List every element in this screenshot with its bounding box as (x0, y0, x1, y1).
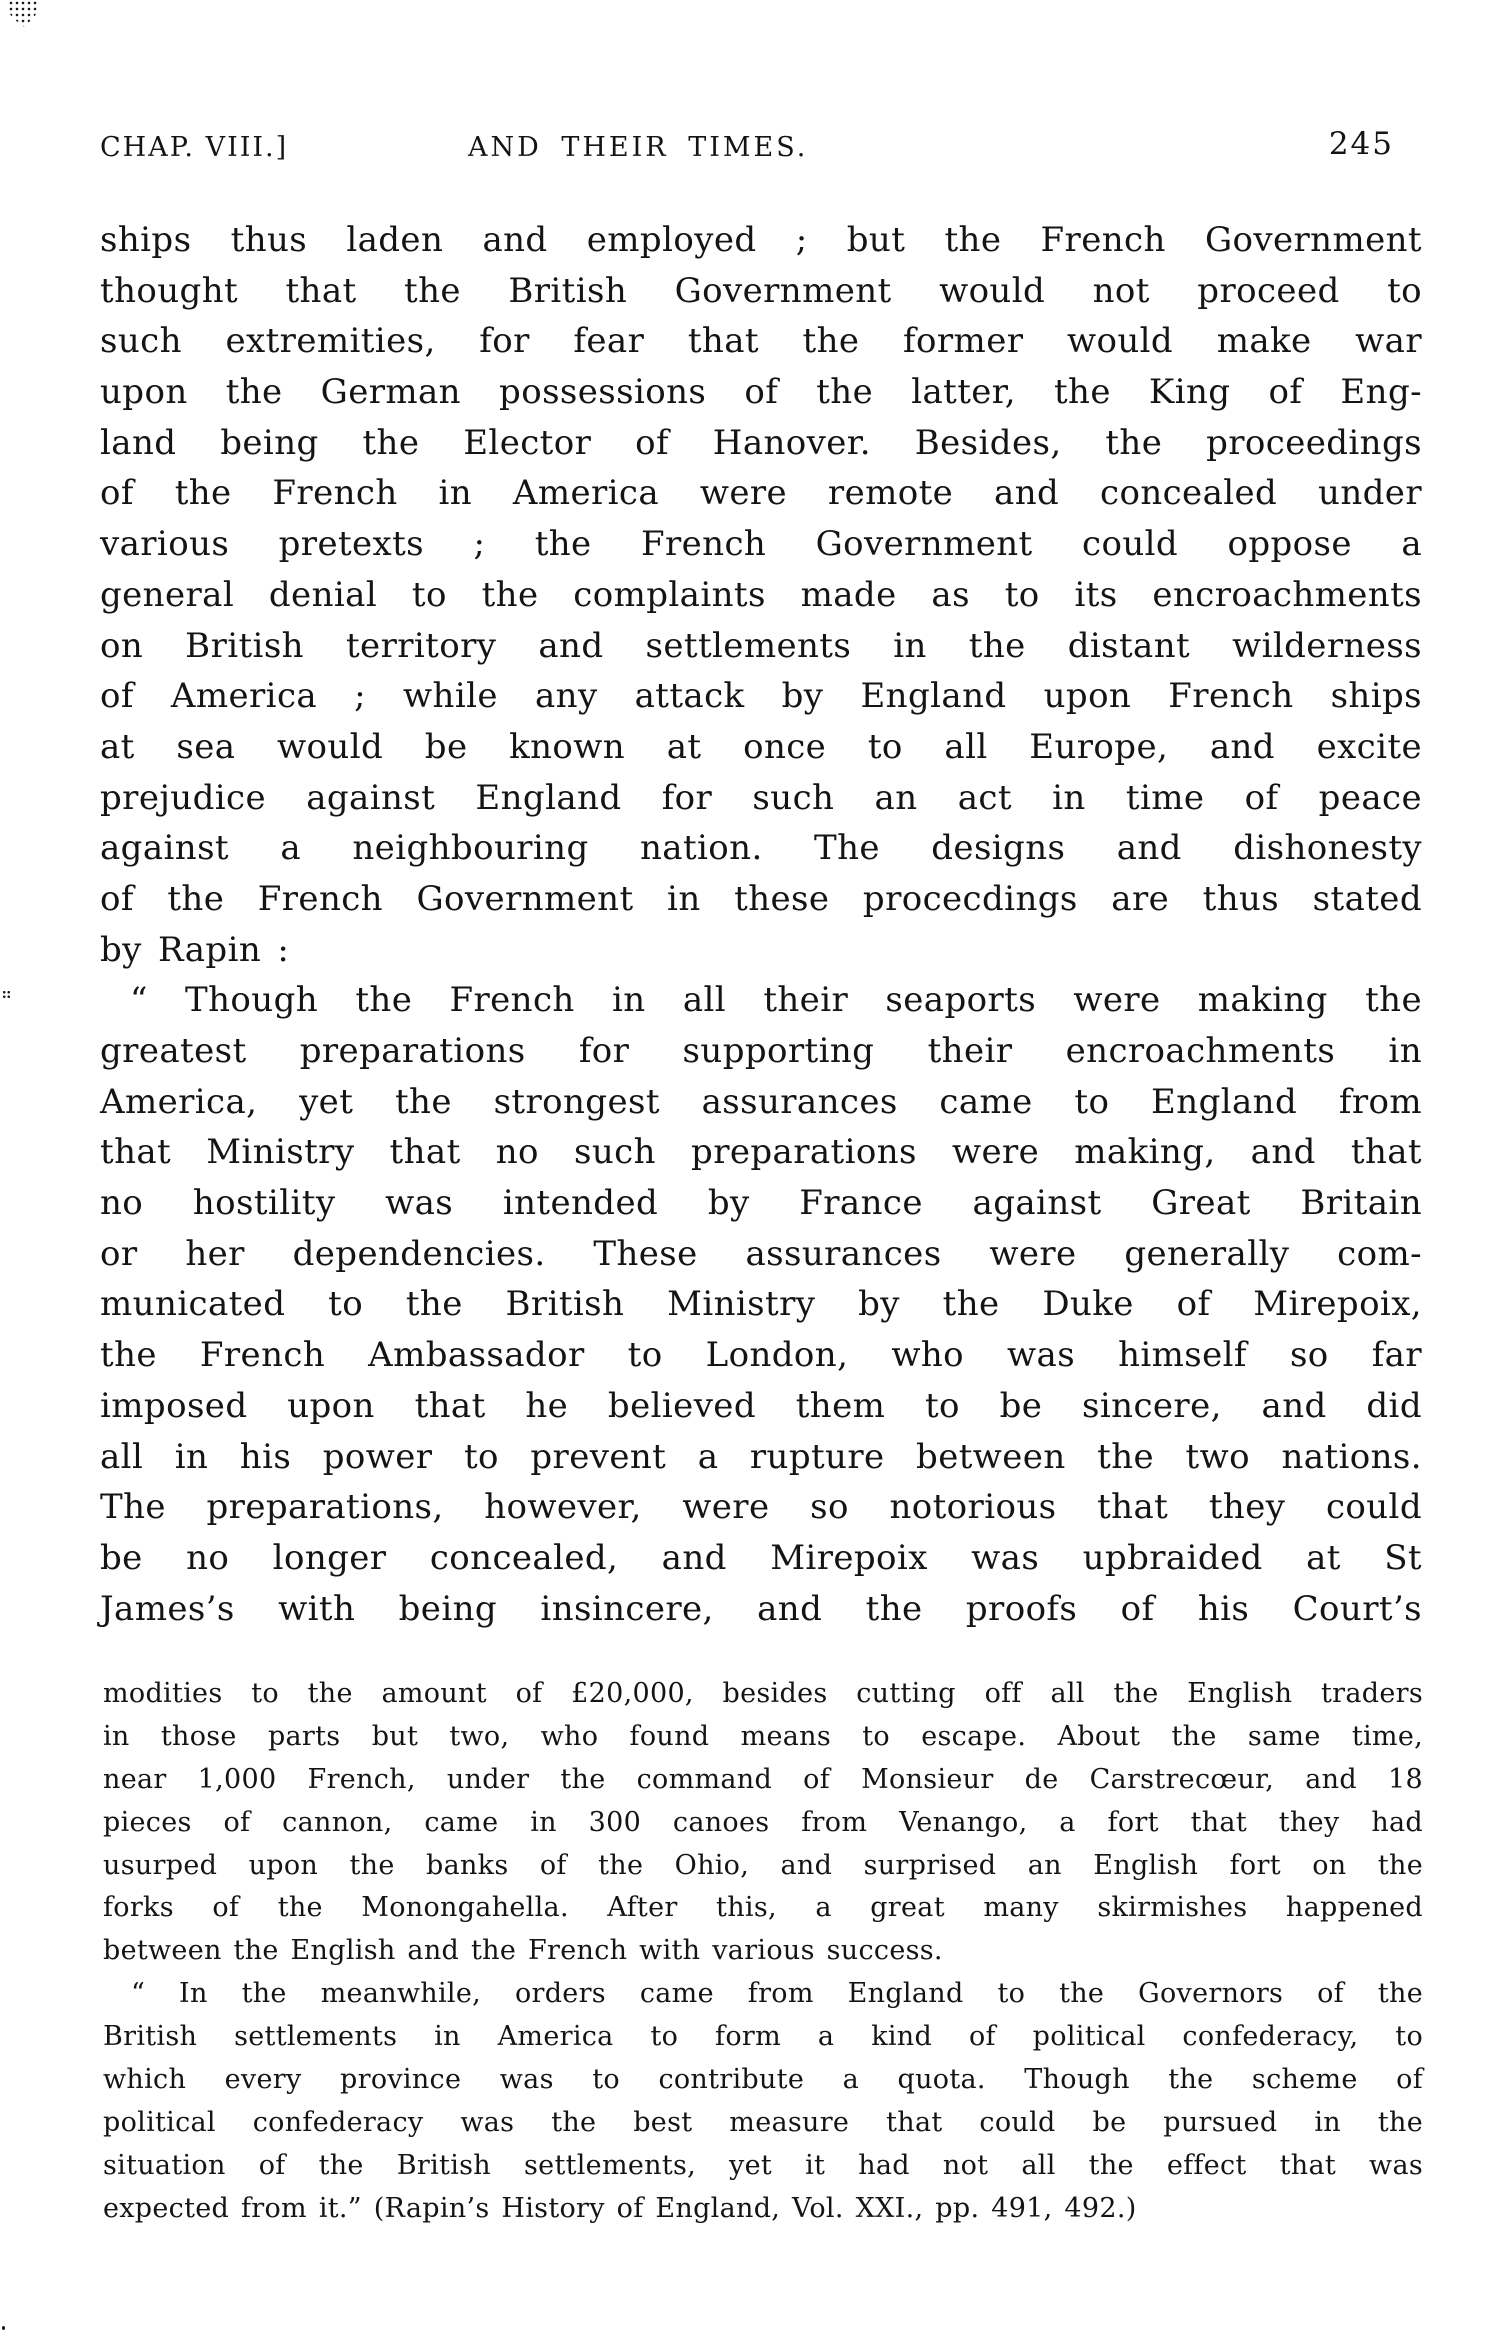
scan-artifact-margin-speck (2, 990, 11, 999)
text-line: “ Though the French in all their seaports were making the (130, 980, 1422, 1021)
text-line: which every province was to contribute a quota. Though the scheme of (103, 2064, 1423, 2096)
text-line: municated to the British Ministry by the Duke of Mirepoix, (100, 1284, 1422, 1325)
text-line: by Rapin : (100, 929, 290, 970)
text-line: at sea would be known at once to all Europe, and excite (100, 726, 1422, 767)
text-line: expected from it.” (Rapin’s History of England, Vol. XXI., pp. 491, 492.) (103, 2192, 1137, 2224)
text-line: the French Ambassador to London, who was himself so far (100, 1335, 1422, 1376)
page-header (100, 126, 1422, 172)
text-line: imposed upon that he believed them to be sincere, and did (100, 1385, 1422, 1426)
text-line: of the French Government in these procecdings are thus stated (100, 878, 1422, 919)
running-title: AND THEIR TIMES. (468, 132, 809, 163)
scan-artifact-bottom-dot (2, 2326, 5, 2330)
text-line: “ In the meanwhile, orders came from England to the Governors of the (131, 1978, 1423, 2010)
text-line: general denial to the complaints made as to its encroachments (100, 574, 1422, 615)
text-line: no hostility was intended by France against Great Britain (100, 1183, 1422, 1224)
text-line: land being the Elector of Hanover. Besides, the proceedings (100, 422, 1422, 463)
text-line: or her dependencies. These assurances were generally com- (100, 1233, 1422, 1274)
text-line: pieces of cannon, came in 300 canoes from Venango, a fort that they had (103, 1806, 1423, 1838)
text-line: James’s with being insincere, and the proofs of his Court’s (100, 1588, 1422, 1629)
text-line: on British territory and settlements in the distant wilderness (100, 625, 1422, 666)
scan-artifact-corner-dots (8, 0, 38, 27)
text-line: against a neighbouring nation. The designs and dishonesty (100, 828, 1422, 869)
text-line: of the French in America were remote and concealed under (100, 473, 1422, 514)
text-line: of America ; while any attack by England upon French ships (100, 676, 1422, 717)
text-line: be no longer concealed, and Mirepoix was upbraided at St (100, 1537, 1422, 1578)
text-line: The preparations, however, were so notorious that they could (100, 1487, 1422, 1528)
text-line: near 1,000 French, under the command of Monsieur de Carstrecœur, and 18 (103, 1763, 1423, 1795)
text-line: between the English and the French with various success. (103, 1935, 943, 1967)
text-line: forks of the Monongahella. After this, a great many skirmishes happened (103, 1892, 1423, 1924)
text-line: upon the German possessions of the latter, the King of Eng- (100, 372, 1422, 413)
text-line: situation of the British settlements, yet it had not all the effect that was (103, 2149, 1423, 2181)
footnote-text-block (103, 1678, 1423, 2236)
text-line: greatest preparations for supporting their encroachments in (100, 1031, 1422, 1071)
text-line: America, yet the strongest assurances came to England from (100, 1081, 1422, 1122)
text-line: political confederacy was the best measure that could be pursued in the (103, 2106, 1423, 2138)
text-line: British settlements in America to form a kind of political confederacy, to (103, 2021, 1423, 2053)
text-line: modities to the amount of £20,000, besides cutting off all the English traders (103, 1678, 1423, 1709)
chapter-label: CHAP. VIII.] (100, 132, 289, 163)
text-line: prejudice against England for such an act in time of peace (100, 777, 1422, 818)
text-line: ships thus laden and employed ; but the French Government (100, 220, 1422, 260)
main-text-block (100, 220, 1422, 1639)
text-line: that Ministry that no such preparations were making, and that (100, 1132, 1422, 1173)
text-line: usurped upon the banks of the Ohio, and surprised an English fort on the (103, 1849, 1423, 1881)
text-line: such extremities, for fear that the former would make war (100, 321, 1422, 362)
text-line: thought that the British Government would not proceed to (100, 270, 1422, 311)
text-line: in those parts but two, who found means to escape. About the same time, (103, 1720, 1423, 1752)
text-line: various pretexts ; the French Government could oppose a (100, 524, 1422, 565)
page-number: 245 (1328, 126, 1394, 162)
text-line: all in his power to prevent a rupture between the two nations. (100, 1436, 1422, 1477)
